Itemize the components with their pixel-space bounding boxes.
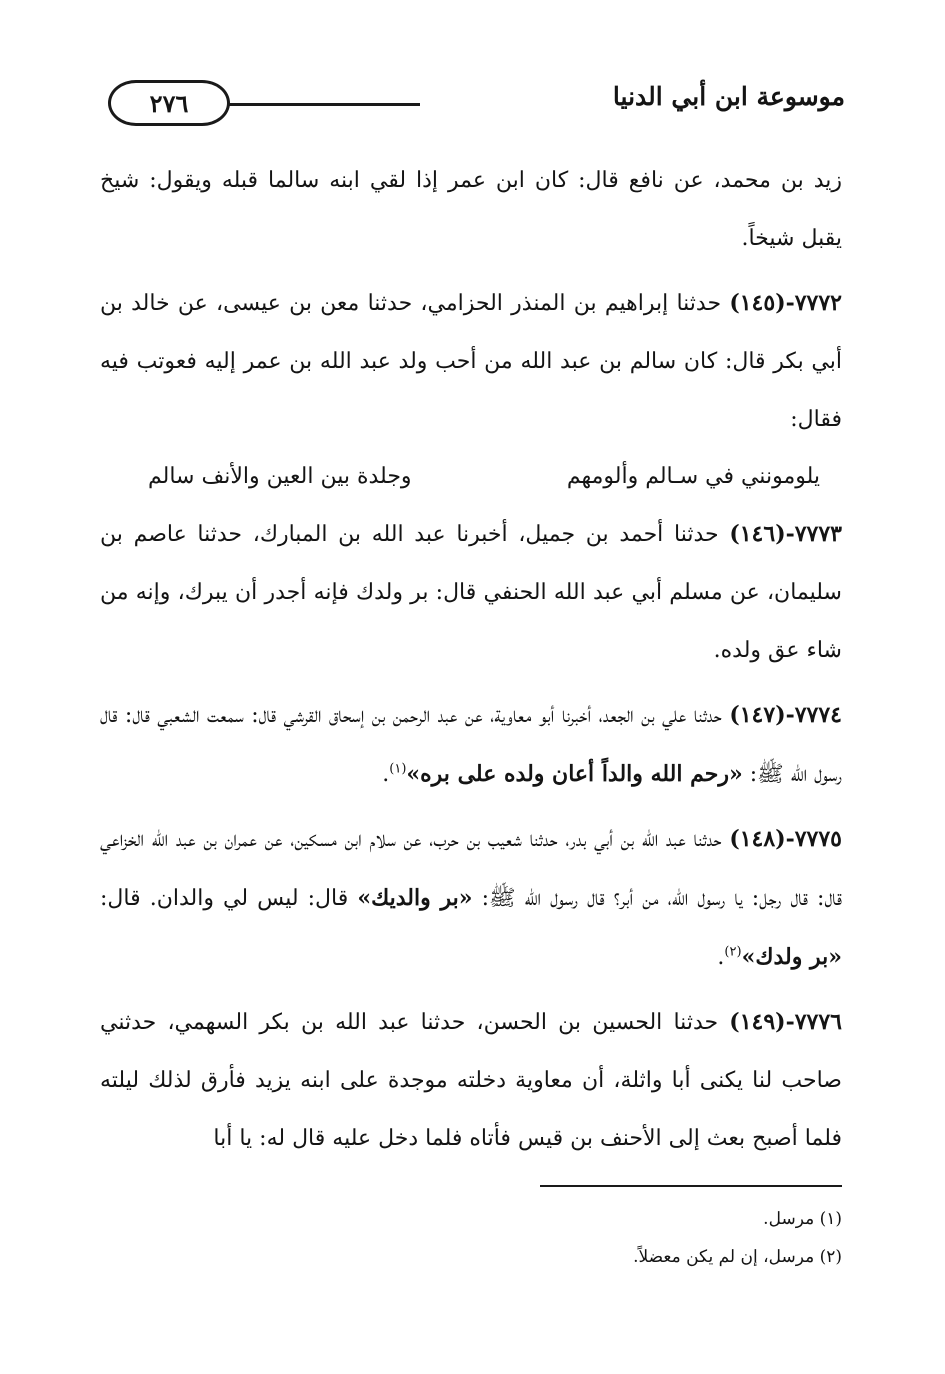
poem-verse bbox=[100, 449, 842, 505]
page-number: ٢٧٦ bbox=[108, 80, 230, 126]
hadith-text: حدثنا إبراهيم بن المنذر الحزامي، حدثنا معن بن عيسى، عن خالد بن أبي بكر قال: كان سالم بن عبد الله من أحب ولد عبد الله بن عمر إليه فعوتب فيه فقال: bbox=[100, 291, 842, 432]
prophetic-quote: «رحم الله والداً أعان ولده على بره» bbox=[406, 761, 743, 787]
page-body bbox=[100, 152, 842, 1168]
book-title: موسوعة ابن أبي الدنيا bbox=[612, 82, 845, 111]
prophetic-quote: «بر ولدك» bbox=[741, 944, 842, 970]
footnotes bbox=[633, 1200, 842, 1276]
hadith-7773 bbox=[100, 505, 842, 680]
hadith-7772 bbox=[100, 274, 842, 449]
hadith-number: ٧٧٧٥-(١٤٨) bbox=[729, 826, 842, 852]
hadith-text: حدثنا عبد الله بن أبي بدر، حدثنا شعيب بن حرب، عن سلام ابن مسكين، عن عمران بن عبد الله الخزاعي قال: قال رجل: يا رسول الله، من أبر؟ قال رسول الله ﷺ: bbox=[100, 827, 842, 911]
poem-second-hemistich: وجلدة بين العين والأنف سالم bbox=[148, 464, 412, 489]
hadith-text-end: . bbox=[717, 945, 725, 970]
prophetic-quote: «بر والديك» bbox=[357, 885, 473, 911]
hadith-number: ٧٧٧٣-(١٤٦) bbox=[729, 521, 842, 547]
header-rule bbox=[228, 103, 420, 106]
hadith-7774 bbox=[100, 686, 842, 804]
footnote-ref-2[interactable]: (٢) bbox=[724, 944, 742, 960]
footnote-ref-1[interactable]: (١) bbox=[389, 761, 407, 777]
hadith-text-end: . bbox=[382, 762, 390, 787]
poem-first-hemistich: يلومونني في سـالم وألومهم bbox=[566, 464, 820, 489]
footnote-separator bbox=[540, 1185, 842, 1187]
hadith-number: ٧٧٧٤-(١٤٧) bbox=[729, 702, 842, 728]
hadith-7775 bbox=[100, 810, 842, 987]
hadith-text: حدثنا علي بن الجعد، أخبرنا أبو معاوية، عن عبد الرحمن بن إسحاق القرشي قال: سمعت الشعبي قال: قال رسول الله ﷺ: bbox=[100, 703, 842, 787]
intro-paragraph: زيد بن محمد، عن نافع قال: كان ابن عمر إذا لقي ابنه سالما قبله ويقول: شيخ يقبل شيخاً. bbox=[100, 168, 842, 251]
hadith-number: ٧٧٧٢-(١٤٥) bbox=[729, 290, 842, 316]
hadith-number: ٧٧٧٦-(١٤٩) bbox=[729, 1009, 842, 1035]
footnote-2: (٢) مرسل، إن لم يكن معضلاً. bbox=[633, 1247, 842, 1267]
footnote-1: (١) مرسل. bbox=[763, 1209, 842, 1229]
page-header bbox=[100, 74, 845, 134]
hadith-text-middle: قال: ليس لي والدان. قال: bbox=[100, 886, 358, 911]
hadith-text: حدثنا الحسين بن الحسن، حدثنا عبد الله بن بكر السهمي، حدثني صاحب لنا يكنى أبا واثلة، أن معاوية دخلته موجدة على ابنه يزيد فأرق لذلك ليلته فلما أصبح بعث إلى الأحنف بن قيس فأتاه فلما دخل عليه قال له: يا أبا bbox=[100, 1010, 842, 1151]
hadith-text: حدثنا أحمد بن جميل، أخبرنا عبد الله بن المبارك، حدثنا عاصم بن سليمان، عن مسلم أبي عبد الله الحنفي قال: بر ولدك فإنه أجدر أن يبرك، وإنه من شاء عق ولده. bbox=[100, 522, 842, 663]
hadith-7776 bbox=[100, 993, 842, 1168]
